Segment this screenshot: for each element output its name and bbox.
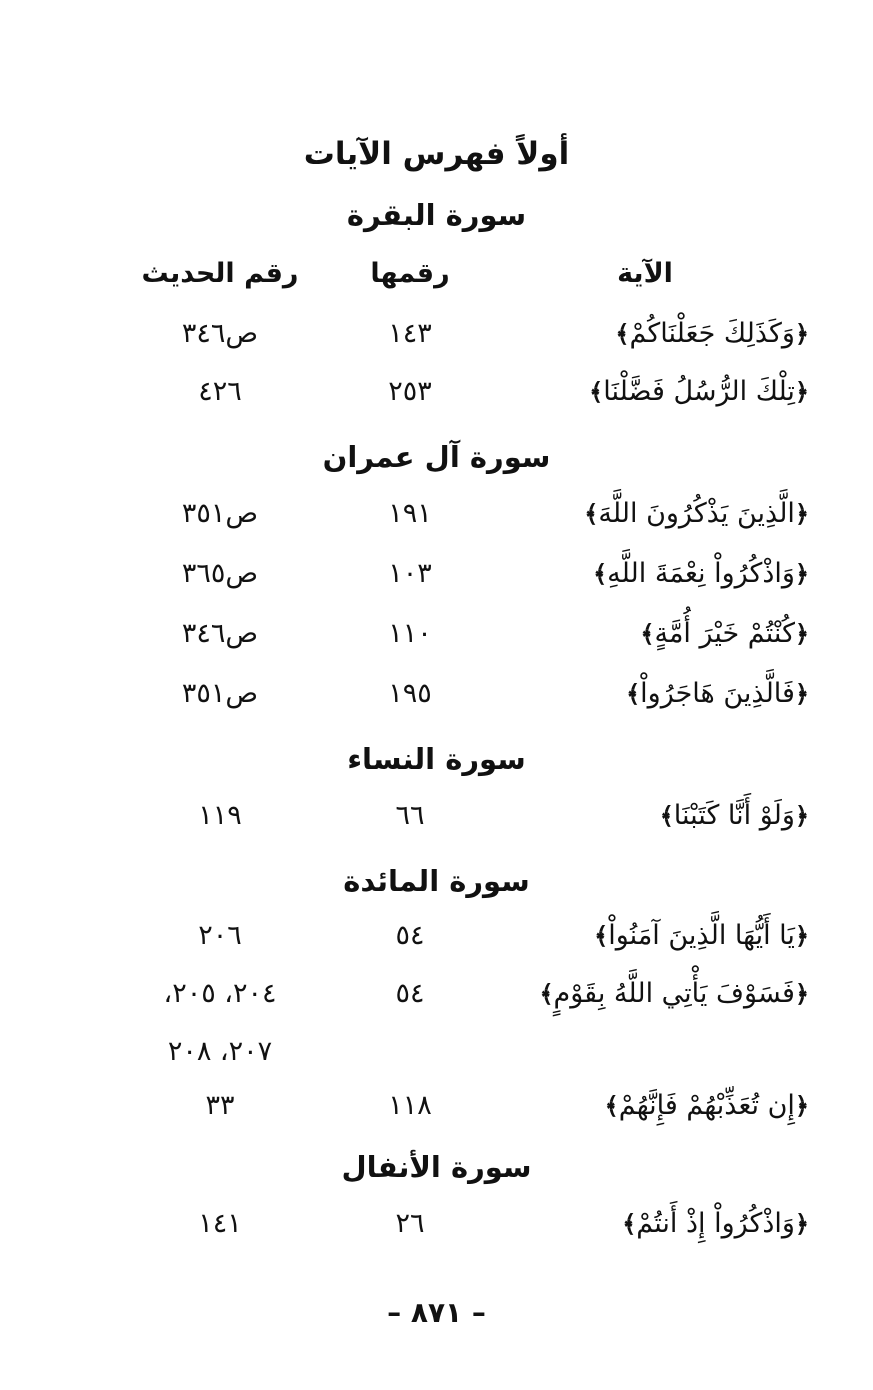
table-row xyxy=(0,498,873,546)
table-row xyxy=(0,678,873,726)
hadith-number-continued: ٢٠٧، ٢٠٨ xyxy=(167,1036,273,1067)
hadith-number: ٤٢٦ xyxy=(198,376,242,407)
close-bracket: ﴾ xyxy=(594,921,609,950)
verse-text: كُنْتُمْ خَيْرَ أُمَّةٍ xyxy=(654,618,795,649)
verse-cell xyxy=(622,1208,809,1239)
verse-number: ١٠٣ xyxy=(388,558,432,589)
close-bracket: ﴾ xyxy=(615,319,630,348)
open-bracket: ﴿ xyxy=(794,559,809,588)
open-bracket: ﴿ xyxy=(794,1091,809,1120)
verse-number: ٢٥٣ xyxy=(388,376,432,407)
verse-cell xyxy=(640,618,809,649)
open-bracket: ﴿ xyxy=(794,679,809,708)
verse-number: ١١٠ xyxy=(388,618,432,649)
verse-text: يَا أَيُّهَا الَّذِينَ آمَنُواْ xyxy=(608,920,795,951)
verse-text: الَّذِينَ يَذْكُرُونَ اللَّهَ xyxy=(598,498,795,529)
table-row xyxy=(0,376,873,424)
table-row xyxy=(0,978,873,1026)
open-bracket: ﴿ xyxy=(794,921,809,950)
column-header-number: رقمها xyxy=(370,258,450,289)
verse-number: ٥٤ xyxy=(395,978,425,1009)
verse-cell xyxy=(584,498,809,529)
open-bracket: ﴿ xyxy=(794,377,809,406)
open-bracket: ﴿ xyxy=(794,499,809,528)
hadith-number: ٣٣ xyxy=(205,1090,235,1121)
close-bracket: ﴾ xyxy=(539,979,554,1008)
table-row xyxy=(0,1090,873,1138)
table-row xyxy=(0,318,873,366)
verse-text: وَكَذَلِكَ جَعَلْنَاكُمْ xyxy=(629,318,795,349)
hadith-number: ١١٩ xyxy=(198,800,242,831)
verse-cell xyxy=(626,678,809,709)
surah-heading-anfal: سورة الأنفال xyxy=(341,1150,532,1184)
verse-cell xyxy=(589,376,809,407)
page-number: – ٨٧١ – xyxy=(387,1296,486,1329)
close-bracket: ﴾ xyxy=(626,679,641,708)
verse-number: ١٩١ xyxy=(388,498,432,529)
verse-text: إِن تُعَذِّبْهُمْ فَإِنَّهُمْ xyxy=(618,1090,795,1121)
verse-number: ٢٦ xyxy=(395,1208,425,1239)
surah-heading-baqarah: سورة البقرة xyxy=(346,198,527,232)
close-bracket: ﴾ xyxy=(622,1209,637,1238)
close-bracket: ﴾ xyxy=(593,559,608,588)
close-bracket: ﴾ xyxy=(640,619,655,648)
verse-text: وَاذْكُرُواْ إِذْ أَنتُمْ xyxy=(636,1208,795,1239)
close-bracket: ﴾ xyxy=(589,377,604,406)
hadith-number: ص٣٤٦ xyxy=(181,318,259,349)
table-row xyxy=(0,920,873,968)
close-bracket: ﴾ xyxy=(604,1091,619,1120)
hadith-number: ١٤١ xyxy=(198,1208,242,1239)
hadith-number: ص٣٤٦ xyxy=(181,618,259,649)
open-bracket: ﴿ xyxy=(794,801,809,830)
verse-number: ٦٦ xyxy=(395,800,425,831)
verse-text: وَلَوْ أَنَّا كَتَبْنَا xyxy=(673,800,795,831)
verse-text: تِلْكَ الرُّسُلُ فَضَّلْنَا xyxy=(603,376,795,407)
verse-cell xyxy=(593,558,809,589)
column-header-verse: الآية xyxy=(617,258,673,289)
verse-number: ٥٤ xyxy=(395,920,425,951)
verse-number: ١١٨ xyxy=(388,1090,432,1121)
verse-number: ١٩٥ xyxy=(388,678,432,709)
hadith-number: ص٣٥١ xyxy=(181,498,259,529)
verse-text: فَسَوْفَ يَأْتِي اللَّهُ بِقَوْمٍ xyxy=(553,978,795,1009)
verse-number: ١٤٣ xyxy=(388,318,432,349)
hadith-number: ٢٠٤، ٢٠٥، xyxy=(163,978,277,1009)
table-row xyxy=(0,618,873,666)
verse-text: فَالَّذِينَ هَاجَرُواْ xyxy=(640,678,795,709)
verse-cell xyxy=(605,1090,809,1121)
surah-heading-maidah: سورة المائدة xyxy=(343,864,530,898)
page-title: أولاً فهرس الآيات xyxy=(303,136,570,172)
table-row xyxy=(0,1208,873,1256)
verse-text: وَاذْكُرُواْ نِعْمَةَ اللَّهِ xyxy=(607,558,795,589)
open-bracket: ﴿ xyxy=(794,979,809,1008)
open-bracket: ﴿ xyxy=(794,319,809,348)
column-header-hadith: رقم الحديث xyxy=(141,258,299,289)
verse-cell xyxy=(660,800,809,831)
close-bracket: ﴾ xyxy=(659,801,674,830)
table-row xyxy=(0,800,873,848)
close-bracket: ﴾ xyxy=(584,499,599,528)
open-bracket: ﴿ xyxy=(794,1209,809,1238)
hadith-number: ص٣٦٥ xyxy=(181,558,259,589)
table-row xyxy=(0,558,873,606)
hadith-number: ٢٠٦ xyxy=(198,920,242,951)
verse-cell xyxy=(539,978,809,1009)
surah-heading-al-imran: سورة آل عمران xyxy=(322,440,551,474)
hadith-number: ص٣٥١ xyxy=(181,678,259,709)
verse-cell xyxy=(594,920,809,951)
open-bracket: ﴿ xyxy=(794,619,809,648)
verse-cell xyxy=(615,318,809,349)
surah-heading-nisa: سورة النساء xyxy=(347,742,526,776)
